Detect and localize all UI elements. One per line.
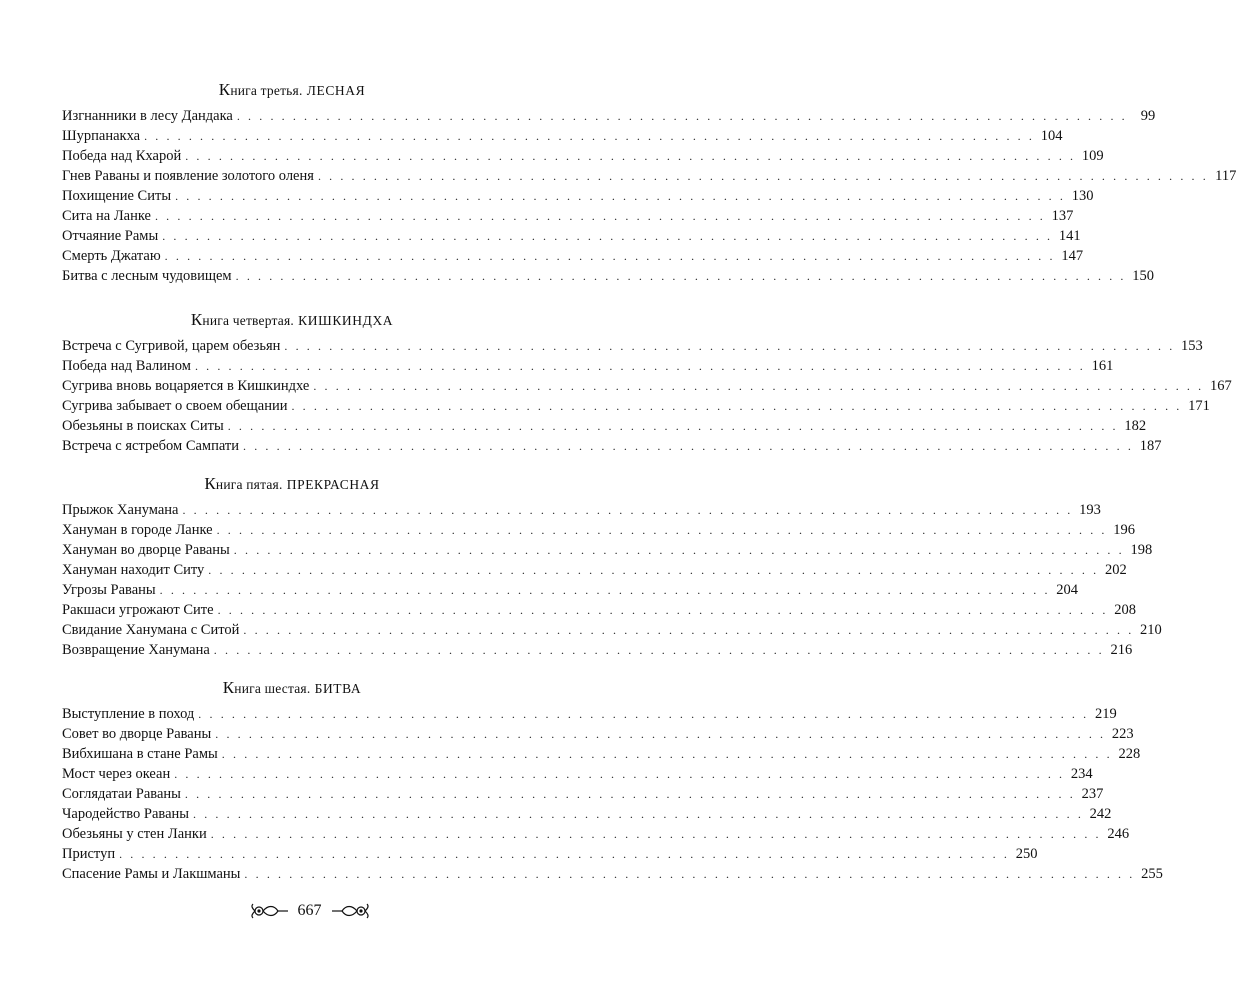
entry-page-number: 246 bbox=[1107, 826, 1130, 842]
section-heading bbox=[62, 474, 522, 494]
toc-entry[interactable] bbox=[62, 226, 1081, 246]
entry-page-number: 141 bbox=[1058, 228, 1081, 244]
dot-leader: . . . . . . . . . . . . . . . . . . . . . . . . . . . . . . . . . . . . . . . . . . . . . . . . . . . . . . . . . . . . . . . . . . . . . . . . . . . . . . . . bbox=[193, 807, 1084, 821]
toc-entry[interactable] bbox=[62, 166, 1236, 186]
entry-title: Встреча с ястребом Сампати bbox=[62, 438, 240, 454]
toc-entry[interactable] bbox=[62, 600, 1136, 620]
dot-leader: . . . . . . . . . . . . . . . . . . . . . . . . . . . . . . . . . . . . . . . . . . . . . . . . . . . . . . . . . . . . . . . . . . . . . . . . . . . . . . . . bbox=[317, 169, 1209, 183]
entry-title: Изгнанники в лесу Дандака bbox=[62, 108, 233, 124]
entry-page-number: 198 bbox=[1130, 542, 1153, 558]
entry-title: Битва с лесным чудовищем bbox=[62, 268, 232, 284]
entry-page-number: 153 bbox=[1181, 338, 1203, 354]
entry-title: Вибхишана в стане Рамы bbox=[62, 746, 218, 762]
dot-leader: . . . . . . . . . . . . . . . . . . . . . . . . . . . . . . . . . . . . . . . . . . . . . . . . . . . . . . . . . . . . . . . . . . . . . . . . . . . . . . . . bbox=[162, 229, 1053, 243]
entry-page-number: 109 bbox=[1081, 148, 1104, 164]
entry-page-number: 171 bbox=[1188, 398, 1210, 414]
toc-entry[interactable] bbox=[62, 520, 1136, 540]
toc-entry[interactable] bbox=[62, 580, 1079, 600]
entry-page-number: 219 bbox=[1094, 706, 1117, 722]
section-heading bbox=[62, 678, 522, 698]
toc-entry[interactable] bbox=[62, 824, 1130, 844]
entry-title: Сугрива вновь воцаряется в Кишкиндхе bbox=[62, 378, 310, 394]
entry-title: Приступ bbox=[62, 846, 116, 862]
entry-page-number: 196 bbox=[1113, 522, 1136, 538]
dot-leader: . . . . . . . . . . . . . . . . . . . . . . . . . . . . . . . . . . . . . . . . . . . . . . . . . . . . . . . . . . . . . . . . . . . . . . . . . . . . . . . . bbox=[313, 379, 1204, 393]
entry-title: Смерть Джатаю bbox=[62, 248, 161, 264]
entry-page-number: 193 bbox=[1079, 502, 1101, 518]
entry-title: Обезьяны в поисках Ситы bbox=[62, 418, 224, 434]
heading-book-label: нига пятая. bbox=[215, 477, 283, 492]
toc-entry[interactable] bbox=[62, 844, 1038, 864]
toc-entry[interactable] bbox=[62, 620, 1162, 640]
toc-entry[interactable] bbox=[62, 206, 1074, 226]
toc-entry[interactable] bbox=[62, 416, 1147, 436]
entry-title: Совет во дворце Раваны bbox=[62, 726, 212, 742]
dot-leader: . . . . . . . . . . . . . . . . . . . . . . . . . . . . . . . . . . . . . . . . . . . . . . . . . . . . . . . . . . . . . . . . . . . . . . . . . . . . . . . . bbox=[217, 603, 1108, 617]
entry-page-number: 216 bbox=[1110, 642, 1133, 658]
dot-leader: . . . . . . . . . . . . . . . . . . . . . . . . . . . . . . . . . . . . . . . . . . . . . . . . . . . . . . . . . . . . . . . . . . . . . . . . . . . . . . . . bbox=[236, 109, 1128, 123]
entry-page-number: 187 bbox=[1139, 438, 1162, 454]
dot-leader: . . . . . . . . . . . . . . . . . . . . . . . . . . . . . . . . . . . . . . . . . . . . . . . . . . . . . . . . . . . . . . . . . . . . . . . . . . . . . . . . bbox=[215, 727, 1106, 741]
dot-leader: . . . . . . . . . . . . . . . . . . . . . . . . . . . . . . . . . . . . . . . . . . . . . . . . . . . . . . . . . . . . . . . . . . . . . . . . . . . . . . . . bbox=[119, 847, 1010, 861]
entry-title: Ракшаси угрожают Сите bbox=[62, 602, 214, 618]
entry-title: Угрозы Раваны bbox=[62, 582, 156, 598]
entry-title: Отчаяние Рамы bbox=[62, 228, 159, 244]
toc-entry[interactable] bbox=[62, 146, 1104, 166]
dot-leader: . . . . . . . . . . . . . . . . . . . . . . . . . . . . . . . . . . . . . . . . . . . . . . . . . . . . . . . . . . . . . . . . . . . . . . . . . . . . . . . . bbox=[227, 419, 1119, 433]
heading-initial: К bbox=[190, 310, 203, 329]
page-number: 667 bbox=[297, 902, 322, 919]
entry-page-number: 161 bbox=[1091, 358, 1114, 374]
dot-leader: . . . . . . . . . . . . . . . . . . . . . . . . . . . . . . . . . . . . . . . . . . . . . . . . . . . . . . . . . . . . . . . . . . . . . . . . . . . . . . . . bbox=[144, 129, 1035, 143]
entry-title: Обезьяны у стен Ланки bbox=[62, 826, 207, 842]
dot-leader: . . . . . . . . . . . . . . . . . . . . . . . . . . . . . . . . . . . . . . . . . . . . . . . . . . . . . . . . . . . . . . . . . . . . . . . . . . . . . . . . bbox=[159, 583, 1051, 597]
page-footer bbox=[0, 902, 619, 920]
dot-leader: . . . . . . . . . . . . . . . . . . . . . . . . . . . . . . . . . . . . . . . . . . . . . . . . . . . . . . . . . . . . . . . . . . . . . . . . . . . . . . . . bbox=[185, 149, 1076, 163]
dot-leader: . . . . . . . . . . . . . . . . . . . . . . . . . . . . . . . . . . . . . . . . . . . . . . . . . . . . . . . . . . . . . . . . . . . . . . . . . . . . . . . . bbox=[208, 563, 1099, 577]
entry-page-number: 130 bbox=[1071, 188, 1094, 204]
ornament-right-icon bbox=[330, 902, 370, 920]
toc-entry[interactable] bbox=[62, 744, 1141, 764]
entry-page-number: 147 bbox=[1061, 248, 1084, 264]
entry-title: Хануман в городе Ланке bbox=[62, 522, 213, 538]
entry-title: Похищение Ситы bbox=[62, 188, 172, 204]
toc-entry[interactable] bbox=[62, 106, 1156, 126]
toc-section bbox=[62, 310, 1232, 456]
toc-entry[interactable] bbox=[62, 246, 1084, 266]
dot-leader: . . . . . . . . . . . . . . . . . . . . . . . . . . . . . . . . . . . . . . . . . . . . . . . . . . . . . . . . . . . . . . . . . . . . . . . . . . . . . . . . bbox=[243, 623, 1134, 637]
toc-entry[interactable] bbox=[62, 640, 1133, 660]
heading-initial: К bbox=[218, 80, 231, 99]
entry-page-number: 150 bbox=[1132, 268, 1155, 284]
toc-entry[interactable] bbox=[62, 186, 1094, 206]
entry-page-number: 104 bbox=[1040, 128, 1063, 144]
dot-leader: . . . . . . . . . . . . . . . . . . . . . . . . . . . . . . . . . . . . . . . . . . . . . . . . . . . . . . . . . . . . . . . . . . . . . . . . . . . . . . . . bbox=[216, 523, 1108, 537]
entry-page-number: 242 bbox=[1089, 806, 1112, 822]
toc-section bbox=[62, 80, 1236, 286]
entry-page-number: 202 bbox=[1104, 562, 1127, 578]
dot-leader: . . . . . . . . . . . . . . . . . . . . . . . . . . . . . . . . . . . . . . . . . . . . . . . . . . . . . . . . . . . . . . . . . . . . . . . . . . . . . . . . bbox=[175, 189, 1066, 203]
entry-title: Чародейство Раваны bbox=[62, 806, 190, 822]
entry-page-number: 255 bbox=[1141, 866, 1163, 882]
dot-leader: . . . . . . . . . . . . . . . . . . . . . . . . . . . . . . . . . . . . . . . . . . . . . . . . . . . . . . . . . . . . . . . . . . . . . . . . . . . . . . . . bbox=[233, 543, 1125, 557]
entry-page-number: 182 bbox=[1124, 418, 1147, 434]
heading-initial: К bbox=[204, 474, 216, 493]
entry-page-number: 99 bbox=[1140, 108, 1156, 124]
heading-book-label: нига шестая. bbox=[234, 681, 311, 696]
toc-entry[interactable] bbox=[62, 500, 1101, 520]
dot-leader: . . . . . . . . . . . . . . . . . . . . . . . . . . . . . . . . . . . . . . . . . . . . . . . . . . . . . . . . . . . . . . . . . . . . . . . . . . . . . . . . bbox=[210, 827, 1102, 841]
heading-book-name: ЛЕСНАЯ bbox=[306, 83, 366, 98]
toc-entry[interactable] bbox=[62, 864, 1163, 884]
dot-leader: . . . . . . . . . . . . . . . . . . . . . . . . . . . . . . . . . . . . . . . . . . . . . . . . . . . . . . . . . . . . . . . . . . . . . . . . . . . . . . . . bbox=[244, 867, 1135, 881]
dot-leader: . . . . . . . . . . . . . . . . . . . . . . . . . . . . . . . . . . . . . . . . . . . . . . . . . . . . . . . . . . . . . . . . . . . . . . . . . . . . . . . . bbox=[213, 643, 1105, 657]
section-heading bbox=[62, 310, 522, 330]
dot-leader: . . . . . . . . . . . . . . . . . . . . . . . . . . . . . . . . . . . . . . . . . . . . . . . . . . . . . . . . . . . . . . . . . . . . . . . . . . . . . . . . bbox=[221, 747, 1113, 761]
entry-page-number: 210 bbox=[1140, 622, 1162, 638]
toc-entry[interactable] bbox=[62, 560, 1127, 580]
entry-title: Победа над Кхарой bbox=[62, 148, 182, 164]
entry-title: Гнев Раваны и появление золотого оленя bbox=[62, 168, 314, 184]
toc-entry[interactable] bbox=[62, 436, 1162, 456]
entry-page-number: 167 bbox=[1209, 378, 1232, 394]
entry-title: Выступление в поход bbox=[62, 706, 195, 722]
heading-book-name: ПРЕКРАСНАЯ bbox=[286, 477, 380, 492]
toc-entry[interactable] bbox=[62, 764, 1093, 784]
entry-title: Встреча с Сугривой, царем обезьян bbox=[62, 338, 281, 354]
heading-initial: К bbox=[222, 678, 235, 697]
entry-title: Сугрива забывает о своем обещании bbox=[62, 398, 288, 414]
entry-page-number: 237 bbox=[1081, 786, 1104, 802]
toc-entry[interactable] bbox=[62, 336, 1203, 356]
entry-title: Соглядатаи Раваны bbox=[62, 786, 181, 802]
heading-book-label: нига третья. bbox=[230, 83, 303, 98]
entry-title: Свидание Ханумана с Ситой bbox=[62, 622, 240, 638]
toc-entry[interactable] bbox=[62, 356, 1114, 376]
dot-leader: . . . . . . . . . . . . . . . . . . . . . . . . . . . . . . . . . . . . . . . . . . . . . . . . . . . . . . . . . . . . . . . . . . . . . . . . . . . . . . . . bbox=[174, 767, 1065, 781]
toc-section bbox=[62, 678, 1163, 884]
dot-leader: . . . . . . . . . . . . . . . . . . . . . . . . . . . . . . . . . . . . . . . . . . . . . . . . . . . . . . . . . . . . . . . . . . . . . . . . . . . . . . . . bbox=[284, 339, 1175, 353]
dot-leader: . . . . . . . . . . . . . . . . . . . . . . . . . . . . . . . . . . . . . . . . . . . . . . . . . . . . . . . . . . . . . . . . . . . . . . . . . . . . . . . . bbox=[154, 209, 1046, 223]
dot-leader: . . . . . . . . . . . . . . . . . . . . . . . . . . . . . . . . . . . . . . . . . . . . . . . . . . . . . . . . . . . . . . . . . . . . . . . . . . . . . . . . bbox=[164, 249, 1056, 263]
entry-page-number: 208 bbox=[1114, 602, 1136, 618]
dot-leader: . . . . . . . . . . . . . . . . . . . . . . . . . . . . . . . . . . . . . . . . . . . . . . . . . . . . . . . . . . . . . . . . . . . . . . . . . . . . . . . . bbox=[235, 269, 1127, 283]
entry-title: Сита на Ланке bbox=[62, 208, 151, 224]
dot-leader: . . . . . . . . . . . . . . . . . . . . . . . . . . . . . . . . . . . . . . . . . . . . . . . . . . . . . . . . . . . . . . . . . . . . . . . . . . . . . . . . bbox=[243, 439, 1134, 453]
toc-entry[interactable] bbox=[62, 784, 1104, 804]
section-heading bbox=[62, 80, 522, 100]
entry-title: Хануман находит Ситу bbox=[62, 562, 205, 578]
toc-entry[interactable] bbox=[62, 376, 1232, 396]
entry-page-number: 204 bbox=[1056, 582, 1079, 598]
entry-title: Спасение Рамы и Лакшманы bbox=[62, 866, 241, 882]
toc-entry[interactable] bbox=[62, 724, 1134, 744]
dot-leader: . . . . . . . . . . . . . . . . . . . . . . . . . . . . . . . . . . . . . . . . . . . . . . . . . . . . . . . . . . . . . . . . . . . . . . . . . . . . . . . . bbox=[184, 787, 1076, 801]
dot-leader: . . . . . . . . . . . . . . . . . . . . . . . . . . . . . . . . . . . . . . . . . . . . . . . . . . . . . . . . . . . . . . . . . . . . . . . . . . . . . . . . bbox=[291, 399, 1182, 413]
toc-entry[interactable] bbox=[62, 704, 1117, 724]
dot-leader: . . . . . . . . . . . . . . . . . . . . . . . . . . . . . . . . . . . . . . . . . . . . . . . . . . . . . . . . . . . . . . . . . . . . . . . . . . . . . . . . bbox=[194, 359, 1086, 373]
dot-leader: . . . . . . . . . . . . . . . . . . . . . . . . . . . . . . . . . . . . . . . . . . . . . . . . . . . . . . . . . . . . . . . . . . . . . . . . . . . . . . . . bbox=[182, 503, 1073, 517]
entry-title: Шурпанакха bbox=[62, 128, 141, 144]
entry-page-number: 250 bbox=[1015, 846, 1038, 862]
entry-page-number: 234 bbox=[1070, 766, 1093, 782]
heading-book-label: нига четвертая. bbox=[202, 313, 294, 328]
toc-entry[interactable] bbox=[62, 540, 1153, 560]
toc-entry[interactable] bbox=[62, 266, 1155, 286]
entry-page-number: 223 bbox=[1111, 726, 1134, 742]
heading-book-name: БИТВА bbox=[314, 681, 362, 696]
entry-page-number: 228 bbox=[1118, 746, 1141, 762]
entry-title: Возвращение Ханумана bbox=[62, 642, 210, 658]
entry-title: Прыжок Ханумана bbox=[62, 502, 179, 518]
entry-title: Мост через океан bbox=[62, 766, 171, 782]
ornament-left-icon bbox=[250, 902, 290, 920]
toc-section bbox=[62, 474, 1162, 660]
dot-leader: . . . . . . . . . . . . . . . . . . . . . . . . . . . . . . . . . . . . . . . . . . . . . . . . . . . . . . . . . . . . . . . . . . . . . . . . . . . . . . . . bbox=[198, 707, 1089, 721]
entry-title: Хануман во дворце Раваны bbox=[62, 542, 230, 558]
toc-entry[interactable] bbox=[62, 126, 1063, 146]
heading-book-name: КИШКИНДХА bbox=[298, 313, 394, 328]
entry-page-number: 117 bbox=[1215, 168, 1236, 184]
entry-page-number: 137 bbox=[1051, 208, 1074, 224]
toc-entry[interactable] bbox=[62, 396, 1210, 416]
toc-entry[interactable] bbox=[62, 804, 1112, 824]
entry-title: Победа над Валином bbox=[62, 358, 191, 374]
